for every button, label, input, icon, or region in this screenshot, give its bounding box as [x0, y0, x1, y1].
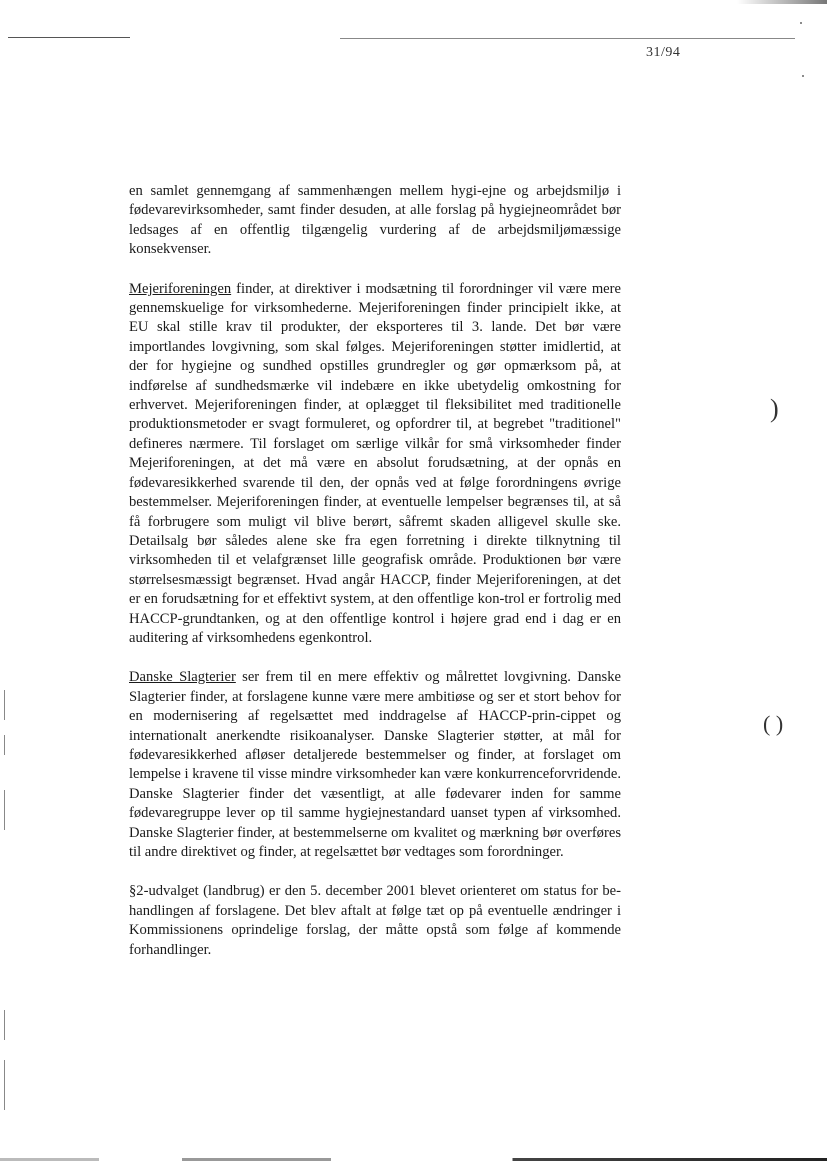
binding-mark	[4, 1060, 5, 1110]
margin-parenthesis-pair: ( )	[763, 711, 784, 736]
paragraph-1	[129, 182, 621, 260]
page-number: 31/94	[646, 45, 681, 60]
paragraph-text: finder, at direktiver i modsætning til forordninger vil være mere gennemskuelige for virksomhederne. Mejeriforeningen finder principielt ikke, at EU skal stille krav til produkter, der eksporteres til 3. lande. Det bør være importlandes lovgivning, som skal følges. Mejeriforeningen støtter imidlertid, at der for hygiejne og sundhed opstilles grundregler og gør opmærksom på, at indførelse af sundhedsmærke vil indebære en ikke ubetydelig omkostning for erhvervet. Mejeriforeningen finder, at oplægget til fleksibilitet med traditionelle produktionsmetoder er svagt formuleret, og opfordrer til, at begrebet "traditionel" defineres nærmere. Til forslaget om særlige vilkår for små virksomheder finder Mejeriforeningen, at det må være en absolut forudsætning, at der opnås en fødevaresikkerhed svarende til den, der opnås ved at følge forordningens øvrige bestemmelser. Mejeriforeningen finder, at eventuelle lempelser begrænses til, at så få forbrugere som muligt vil blive berørt, såfremt skaden alligevel skulle ske. Detailsalg bør således alene ske fra egen forretning i direkte tilknytning til virksomheden til et velafgrænset lille geografisk område. Produktionen bør være størrelsesmæssigt begrænset. Hvad angår HACCP, finder Mejeriforeningen, at det er en forudsætning for et effektivt system, at den offentlige kon-trol er fortrolig med HACCP-grundtanken, og at den offentlige kontrol i højere grad end i dag er en auditering af virksomhedens egenkontrol.	[129, 280, 621, 646]
footer-scan-edge	[0, 1158, 827, 1161]
binding-mark	[4, 1010, 5, 1040]
paragraph-udvalget	[129, 882, 621, 960]
scan-speck	[800, 22, 802, 24]
paragraph-text: §2-udvalget (landbrug) er den 5. december 2001 blevet orienteret om status for be-handlingen af forslagene. Det blev aftalt at følge tæt op på eventuelle ændringer i Kommissionens oprindelige forslag, der måtte opstå som følge af kommende forhandlinger.	[129, 883, 621, 958]
binding-mark	[4, 735, 5, 755]
body-text	[129, 182, 621, 980]
organization-name: Mejeriforeningen	[129, 280, 232, 297]
paragraph-danske-slagterier	[129, 668, 621, 862]
margin-parenthesis: )	[770, 394, 779, 423]
header-rule-right	[340, 38, 795, 39]
header-rule-left	[8, 37, 130, 38]
binding-mark	[4, 790, 5, 830]
binding-mark	[4, 690, 5, 720]
paragraph-mejeriforeningen	[129, 280, 621, 649]
paragraph-1-text: en samlet gennemgang af sammenhængen mellem hygi-ejne og arbejdsmiljø i fødevarevirksomheder, samt finder desuden, at alle forslag på hygiejneområdet bør ledsages af en offentlig tilgængelig vurdering af de arbejdsmiljømæssige konsekvenser.	[129, 183, 621, 258]
paragraph-text: ser frem til en mere effektiv og målrettet lovgivning. Danske Slagterier finder, at forslagene kunne være mere ambitiøse og ser et stort behov for en modernisering af regelsættet med inddragelse af HACCP-prin-cippet og internationalt anerkendte risikoanalyser. Danske Slagterier støtter, at mål for fødevaresikkerhed afløser detaljerede bestemmelser og finder, at forslaget om lempelse i kravene til visse mindre virksomheder kan være konkurrenceforvridende. Danske Slagterier finder det væsentligt, at alle fødevarer inden for samme fødevaregruppe lever op til samme hygiejnestandard uanset typen af virksomhed. Danske Slagterier finder, at bestemmelserne om kvalitet og mærkning bør overføres til andre direktivet og finder, at regelsættet bør vedtages som forordninger.	[129, 669, 621, 860]
scan-speck	[802, 75, 804, 77]
organization-name: Danske Slagterier	[129, 669, 236, 686]
scan-corner-mark	[737, 0, 827, 4]
